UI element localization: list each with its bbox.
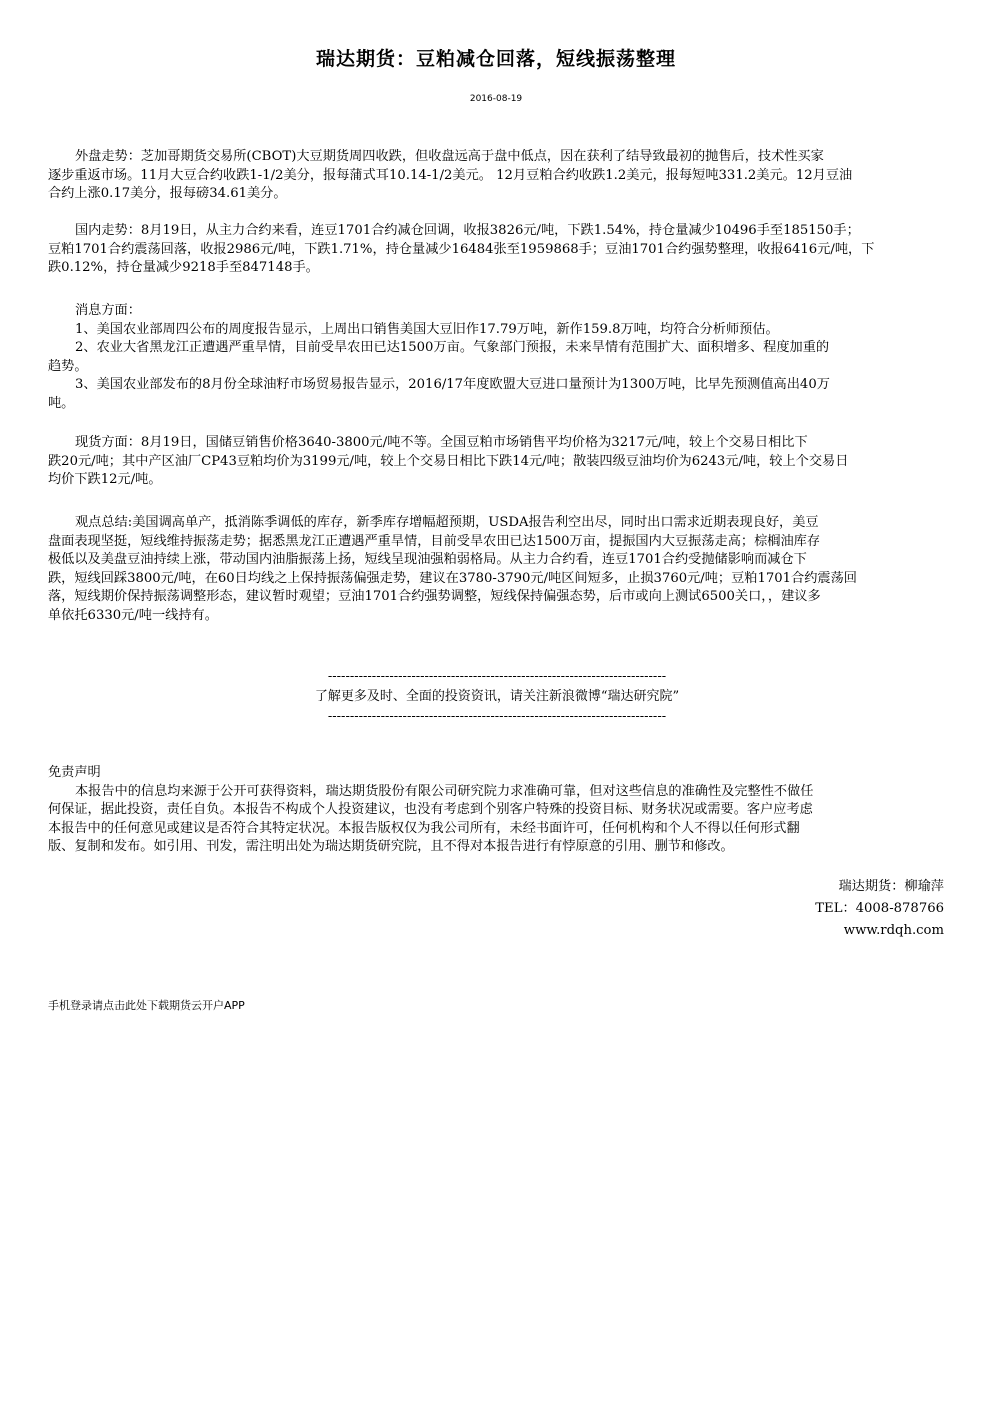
summary-paragraph [48, 514, 944, 625]
paragraph-line: 逐步重返市场。11月大豆合约收跌1-1/2美分，报每蒲式耳10.14-1/2美元。 12月豆粕合约收跌1.2美元，报每短吨331.2美元。12月豆油 [48, 167, 853, 183]
divider-bottom: ----------------------------------------------------------------------------- [327, 709, 667, 724]
paragraph-line: 跌，短线回踩3800元/吨，在60日均线之上保持振荡偏强走势，建议在3780-3790元/吨区间短多，止损3760元/吨；豆粕1701合约震荡回 [48, 570, 857, 586]
disclaimer-line: 本报告中的信息均来源于公开可获得资料，瑞达期货股份有限公司研究院力求准确可靠，但对这些信息的准确性及完整性不做任 [75, 783, 814, 799]
paragraph-line: 跌0.12%，持仓量减少9218手至847148手。 [48, 260, 319, 275]
signature-author: 瑞达期货：柳瑜萍 [838, 879, 944, 894]
disclaimer-line: 何保证，据此投资，责任自负。本报告不构成个人投资建议，也没有考虑到个别客户特殊的投资目标、财务状况或需要。客户应考虑 [48, 802, 813, 817]
paragraph-line: 豆粕1701合约震荡回落，收报2986元/吨，下跌1.71%，持仓量减少16484张至1959868手；豆油1701合约强势整理，收报6416元/吨，下 [48, 241, 875, 257]
paragraph-line: 合约上涨0.17美分，报每磅34.61美分。 [48, 186, 287, 201]
paragraph-line: 跌20元/吨；其中产区油厂CP43豆粕均价为3199元/吨，较上个交易日相比下跌14元/吨；散装四级豆油均价为6243元/吨，较上个交易日 [48, 453, 849, 469]
paragraph-line: 极低以及美盘豆油持续上涨，带动国内油脂振荡上扬，短线呈现油强粕弱格局。从主力合约看，连豆1701合约受抛储影响而减仓下 [48, 552, 807, 567]
disclaimer-heading: 免责声明 [48, 765, 101, 780]
paragraph-line: 观点总结:美国调高单产，抵消陈季调低的库存，新季库存增幅超预期，USDA报告利空出尽，同时出口需求近期表现良好，美豆 [75, 515, 819, 530]
disclaimer-line: 本报告中的任何意见或建议是否符合其特定状况。本报告版权仅为我公司所有，未经书面许可，任何机构和个人不得以任何形式翻 [48, 820, 800, 836]
paragraph-line: 外盘走势：芝加哥期货交易所(CBOT)大豆期货周四收跌，但收盘远高于盘中低点，因在获利了结导致最初的抛售后，技术性买家 [75, 149, 824, 164]
signature-website: www.rdqh.com [843, 923, 944, 938]
disclaimer-line: 版、复制和发布。如引用、刊发，需注明出处为瑞达期货研究院，且不得对本报告进行有悖原意的引用、删节和修改。 [48, 839, 734, 854]
news-heading: 消息方面： [75, 303, 141, 318]
weibo-promo-text: 了解更多及时、全面的投资资讯，请关注新浪微博“瑞达研究院” [314, 689, 680, 704]
news-item-2-cont: 趋势。 [48, 358, 88, 374]
paragraph-line: 现货方面：8月19日，国储豆销售价格3640-3800元/吨不等。全国豆粕市场销售平均价格为3217元/吨，较上个交易日相比下 [75, 435, 808, 450]
signature-tel: TEL：4008-878766 [815, 901, 944, 916]
disclaimer-section [48, 764, 944, 857]
news-item-2: 2、农业大省黑龙江正遭遇严重旱情，目前受旱农田已达1500万亩。气象部门预报，未来旱情有范围扩大、面积增多、程度加重的 [75, 340, 830, 355]
paragraph-line: 单依托6330元/吨一线持有。 [48, 607, 218, 623]
news-item-1: 1、美国农业部周四公布的周度报告显示，上周出口销售美国大豆旧作17.79万吨，新作159.8万吨，均符合分析师预估。 [75, 321, 779, 337]
report-title: 瑞达期货：豆粕减仓回落，短线振荡整理 [315, 48, 676, 70]
app-download-link[interactable]: 手机登录请点击此处下载期货云开户APP [48, 999, 245, 1012]
paragraph-line: 盘面表现坚挺，短线维持振荡走势；据悉黑龙江正遭遇严重旱情，目前受旱农田已达1500万亩，提振国内大豆振荡走高；棕榈油库存 [48, 533, 821, 549]
weibo-promo [274, 668, 720, 726]
paragraph-line: 均价下跌12元/吨。 [48, 472, 162, 487]
signature-block [815, 876, 944, 942]
foreign-market-paragraph [48, 148, 944, 204]
paragraph-line: 落，短线期价保持振荡调整形态，建议暂时观望；豆油1701合约强势调整，短线保持偏强态势，后市或向上测试6500关口，，建议多 [48, 589, 821, 604]
news-item-3: 3、美国农业部发布的8月份全球油籽市场贸易报告显示，2016/17年度欧盟大豆进口量预计为1300万吨，比早先预测值高出40万 [75, 377, 830, 392]
paragraph-line: 国内走势：8月19日，从主力合约来看，连豆1701合约减仓回调，收报3826元/吨，下跌1.54%，持仓量减少10496手至185150手； [75, 223, 860, 238]
spot-market-paragraph [48, 434, 944, 490]
news-item-3-cont: 吨。 [48, 395, 75, 411]
report-date: 2016-08-19 [469, 94, 523, 104]
domestic-market-paragraph [48, 222, 944, 278]
news-section [48, 302, 944, 413]
divider-top: ----------------------------------------------------------------------------- [327, 669, 667, 684]
